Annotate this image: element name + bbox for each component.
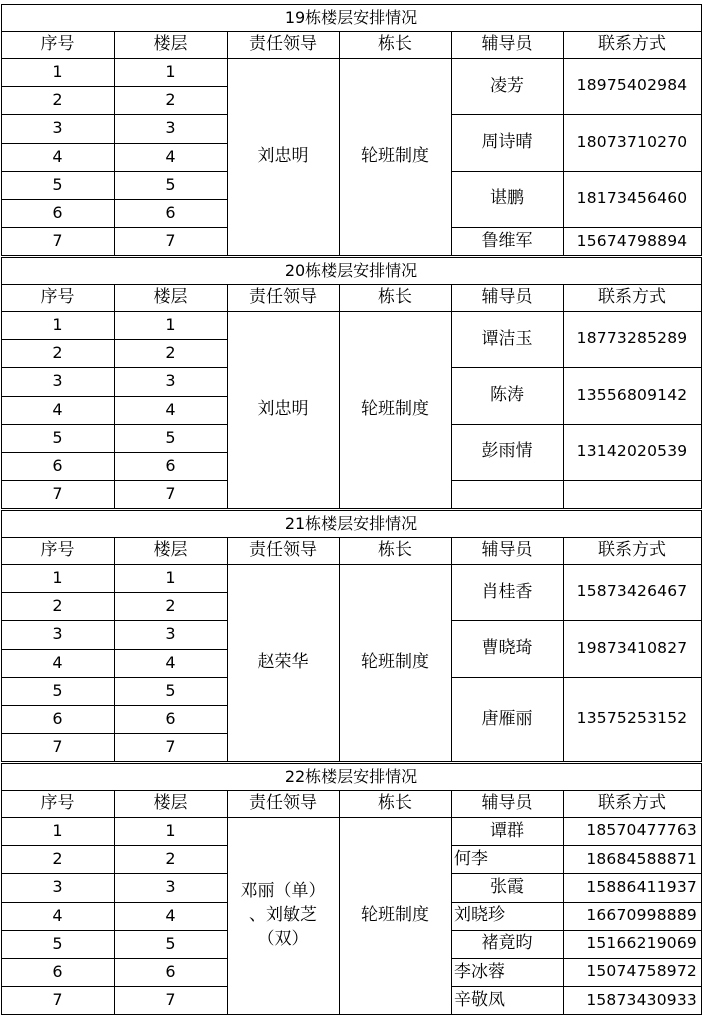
building-20-section-title: 20栋楼层安排情况 bbox=[284, 260, 418, 280]
building-19-counselor-name: 鲁维军 bbox=[481, 230, 533, 251]
building-21-building-head-cell: 轮班制度 bbox=[361, 652, 429, 673]
building-20-header-leader: 责任领导 bbox=[249, 287, 317, 307]
building-21-floor-cell: 6 bbox=[165, 709, 176, 729]
building-22-leader-cell bbox=[227, 817, 339, 1014]
grid-line-horizontal bbox=[1, 508, 702, 509]
building-19-seq-cell: 7 bbox=[52, 231, 63, 251]
building-22-section-title: 22栋楼层安排情况 bbox=[284, 766, 418, 786]
building-21-counselor-phone: 13575253152 bbox=[576, 709, 688, 728]
building-22-counselor-name: 李冰蓉 bbox=[454, 961, 505, 982]
building-22-header-floor: 楼层 bbox=[153, 793, 188, 813]
building-20-header-floor: 楼层 bbox=[153, 287, 188, 307]
building-20-seq-cell: 4 bbox=[52, 399, 63, 419]
building-21-counselor-name: 唐雁丽 bbox=[481, 708, 533, 729]
building-22-counselor-name: 褚竟昀 bbox=[481, 933, 533, 954]
building-22-counselor-phone: 15074758972 bbox=[586, 962, 697, 981]
building-20-counselor-name: 陈涛 bbox=[490, 385, 524, 406]
building-22-counselor-phone: 15873430933 bbox=[586, 990, 697, 1009]
building-21-floor-cell: 4 bbox=[165, 652, 176, 672]
building-22-counselor-phone: 18684588871 bbox=[586, 849, 697, 868]
building-22-header-counselor: 辅导员 bbox=[481, 793, 533, 813]
building-22-floor-cell: 4 bbox=[165, 905, 176, 925]
building-22-floor-cell: 6 bbox=[165, 962, 176, 982]
grid-line-vertical bbox=[701, 284, 702, 509]
building-20-building-head-cell: 轮班制度 bbox=[361, 399, 429, 420]
building-21-seq-cell: 6 bbox=[52, 709, 63, 729]
building-22-counselor-phone: 16670998889 bbox=[586, 905, 697, 924]
building-19-header-seq: 序号 bbox=[40, 34, 75, 54]
building-19-floor-cell: 6 bbox=[165, 203, 176, 223]
building-22-seq-cell: 6 bbox=[52, 962, 63, 982]
building-22-counselor-phone: 15166219069 bbox=[586, 934, 697, 953]
building-21-leader-cell bbox=[227, 564, 339, 761]
building-19-counselor-phone: 15674798894 bbox=[576, 231, 688, 250]
building-22-header-seq: 序号 bbox=[40, 793, 75, 813]
building-21-header-phone: 联系方式 bbox=[598, 540, 666, 560]
building-19-building-head-cell: 轮班制度 bbox=[361, 146, 429, 167]
grid-line-vertical bbox=[701, 4, 702, 32]
building-19-header-counselor: 辅导员 bbox=[481, 34, 533, 54]
grid-line-horizontal bbox=[1, 255, 702, 256]
building-22-floor-cell: 5 bbox=[165, 933, 176, 953]
building-20-counselor-name bbox=[451, 480, 563, 508]
building-22-leader-line: （双） bbox=[257, 928, 309, 949]
building-21-floor-cell: 3 bbox=[165, 624, 176, 644]
building-22-counselor-name: 张霞 bbox=[490, 876, 524, 897]
building-20-counselor-phone: 13556809142 bbox=[576, 385, 688, 404]
building-20-floor-cell: 4 bbox=[165, 399, 176, 419]
building-20-header-phone: 联系方式 bbox=[598, 287, 666, 307]
building-19-floor-cell: 7 bbox=[165, 231, 176, 251]
building-21-leader-line: 赵荣华 bbox=[257, 651, 309, 672]
building-19-seq-cell: 3 bbox=[52, 118, 63, 138]
building-19-seq-cell: 1 bbox=[52, 62, 63, 82]
building-21-seq-cell: 4 bbox=[52, 652, 63, 672]
building-20-seq-cell: 5 bbox=[52, 427, 63, 447]
building-22-counselor-name: 何李 bbox=[454, 848, 488, 869]
building-22-floor-cell: 2 bbox=[165, 849, 176, 869]
building-22-counselor-name: 辛敬凤 bbox=[454, 989, 505, 1010]
building-19-counselor-name: 谌鹏 bbox=[490, 188, 524, 209]
building-22-leader-line: 邓丽（单） bbox=[240, 881, 326, 901]
building-22-counselor-name: 刘晓珍 bbox=[454, 905, 505, 926]
building-19-counselor-name: 凌芳 bbox=[490, 75, 524, 96]
building-22-seq-cell: 3 bbox=[52, 877, 63, 897]
building-20-seq-cell: 6 bbox=[52, 456, 63, 476]
building-22-seq-cell: 1 bbox=[52, 821, 63, 841]
building-20-leader-line: 刘忠明 bbox=[257, 398, 309, 419]
building-21-counselor-name: 曹晓琦 bbox=[481, 638, 533, 659]
grid-line-vertical bbox=[701, 763, 702, 791]
grid-line-vertical bbox=[701, 510, 702, 538]
building-20-seq-cell: 7 bbox=[52, 484, 63, 504]
building-21-seq-cell: 2 bbox=[52, 596, 63, 616]
building-19-leader-line: 刘忠明 bbox=[257, 145, 309, 166]
building-19-header-leader: 责任领导 bbox=[249, 34, 317, 54]
building-21-header-leader: 责任领导 bbox=[249, 540, 317, 560]
building-20-floor-cell: 3 bbox=[165, 371, 176, 391]
building-20-counselor-phone: 18773285289 bbox=[576, 329, 688, 348]
building-22-floor-cell: 1 bbox=[165, 821, 176, 841]
grid-line-horizontal bbox=[1, 761, 702, 762]
building-20-header-building-head: 栋长 bbox=[378, 287, 412, 307]
building-20-seq-cell: 2 bbox=[52, 343, 63, 363]
building-19-header-floor: 楼层 bbox=[153, 34, 188, 54]
building-19-header-phone: 联系方式 bbox=[598, 34, 666, 54]
building-19-counselor-phone: 18073710270 bbox=[576, 132, 688, 151]
grid-line-vertical bbox=[701, 257, 702, 285]
building-20-counselor-name: 彭雨情 bbox=[481, 441, 533, 462]
building-21-counselor-phone: 19873410827 bbox=[576, 638, 688, 657]
grid-line-vertical bbox=[701, 31, 702, 256]
building-19-floor-cell: 3 bbox=[165, 118, 176, 138]
building-20-seq-cell: 3 bbox=[52, 371, 63, 391]
building-20-floor-cell: 6 bbox=[165, 456, 176, 476]
building-22-seq-cell: 7 bbox=[52, 990, 63, 1010]
building-19-counselor-phone: 18975402984 bbox=[576, 76, 688, 95]
building-19-counselor-phone: 18173456460 bbox=[576, 189, 688, 208]
building-19-floor-cell: 1 bbox=[165, 62, 176, 82]
building-21-floor-cell: 7 bbox=[165, 737, 176, 757]
building-20-counselor-name: 谭洁玉 bbox=[481, 328, 533, 349]
building-20-header-seq: 序号 bbox=[40, 287, 75, 307]
building-22-seq-cell: 2 bbox=[52, 849, 63, 869]
building-22-header-phone: 联系方式 bbox=[598, 793, 666, 813]
building-21-header-floor: 楼层 bbox=[153, 540, 188, 560]
building-22-header-leader: 责任领导 bbox=[249, 793, 317, 813]
building-21-section-title: 21栋楼层安排情况 bbox=[284, 513, 418, 533]
building-22-counselor-phone: 18570477763 bbox=[586, 821, 697, 840]
building-22-seq-cell: 5 bbox=[52, 933, 63, 953]
building-21-header-building-head: 栋长 bbox=[378, 540, 412, 560]
building-21-floor-cell: 5 bbox=[165, 680, 176, 700]
building-19-seq-cell: 2 bbox=[52, 90, 63, 110]
building-21-floor-cell: 1 bbox=[165, 568, 176, 588]
building-22-building-head-cell: 轮班制度 bbox=[361, 905, 429, 926]
building-22-leader-line: 、刘敏芝 bbox=[249, 904, 317, 925]
building-19-leader-cell bbox=[227, 58, 339, 255]
building-21-seq-cell: 3 bbox=[52, 624, 63, 644]
grid-line-vertical bbox=[701, 537, 702, 762]
building-21-counselor-name: 肖桂香 bbox=[481, 581, 533, 602]
building-20-leader-cell bbox=[227, 311, 339, 508]
building-19-floor-cell: 2 bbox=[165, 90, 176, 110]
building-21-seq-cell: 1 bbox=[52, 568, 63, 588]
building-20-header-counselor: 辅导员 bbox=[481, 287, 533, 307]
building-19-counselor-name: 周诗晴 bbox=[481, 132, 533, 153]
building-20-floor-cell: 1 bbox=[165, 315, 176, 335]
building-20-seq-cell: 1 bbox=[52, 315, 63, 335]
building-19-section-title: 19栋楼层安排情况 bbox=[284, 7, 418, 27]
building-20-counselor-phone bbox=[563, 480, 701, 508]
building-19-header-building-head: 栋长 bbox=[378, 34, 412, 54]
building-19-floor-cell: 4 bbox=[165, 146, 176, 166]
building-19-seq-cell: 6 bbox=[52, 203, 63, 223]
building-22-floor-cell: 3 bbox=[165, 877, 176, 897]
building-21-header-counselor: 辅导员 bbox=[481, 540, 533, 560]
building-19-floor-cell: 5 bbox=[165, 174, 176, 194]
building-21-header-seq: 序号 bbox=[40, 540, 75, 560]
building-22-floor-cell: 7 bbox=[165, 990, 176, 1010]
building-22-seq-cell: 4 bbox=[52, 905, 63, 925]
building-21-seq-cell: 7 bbox=[52, 737, 63, 757]
building-21-floor-cell: 2 bbox=[165, 596, 176, 616]
building-21-counselor-phone: 15873426467 bbox=[576, 582, 688, 601]
building-21-seq-cell: 5 bbox=[52, 680, 63, 700]
building-20-floor-cell: 7 bbox=[165, 484, 176, 504]
building-20-floor-cell: 2 bbox=[165, 343, 176, 363]
building-20-floor-cell: 5 bbox=[165, 427, 176, 447]
building-22-counselor-phone: 15886411937 bbox=[586, 877, 697, 896]
building-22-header-building-head: 栋长 bbox=[378, 793, 412, 813]
building-19-seq-cell: 4 bbox=[52, 146, 63, 166]
building-22-counselor-name: 谭群 bbox=[490, 820, 524, 841]
building-19-seq-cell: 5 bbox=[52, 174, 63, 194]
building-20-counselor-phone: 13142020539 bbox=[576, 442, 688, 461]
